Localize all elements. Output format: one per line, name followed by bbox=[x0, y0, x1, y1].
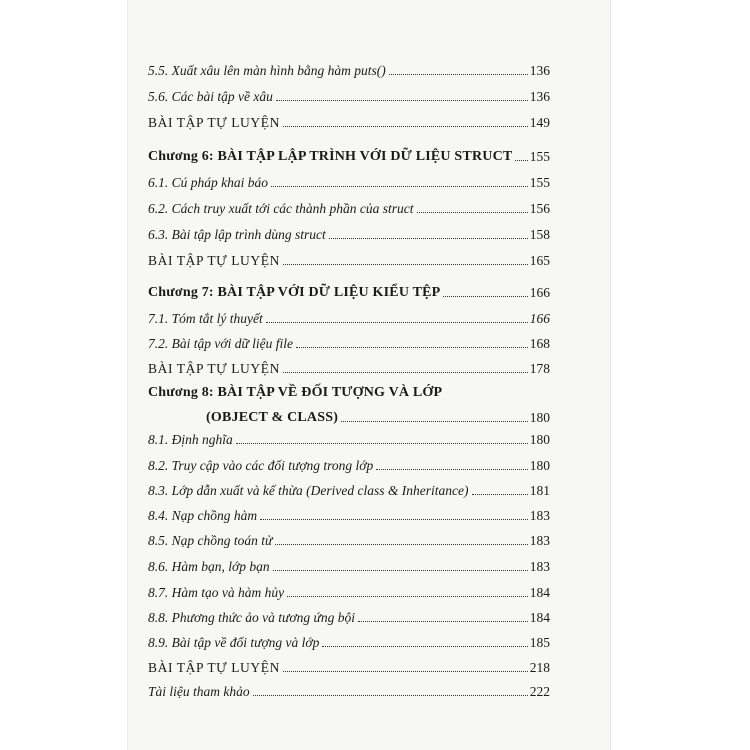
dot-leader bbox=[283, 264, 528, 265]
toc-entry-title: 8.5. Nạp chồng toán tử bbox=[148, 533, 273, 548]
toc-entry[interactable] bbox=[148, 405, 550, 427]
dot-leader bbox=[341, 421, 528, 422]
toc-page-number: 168 bbox=[529, 336, 550, 351]
toc-entry-title: BÀI TẬP TỰ LUYỆN bbox=[148, 115, 280, 130]
toc-entry-title: 5.5. Xuất xâu lên màn hình bằng hàm puts() bbox=[148, 63, 386, 78]
dot-leader bbox=[443, 296, 527, 297]
toc-page-number: 149 bbox=[529, 115, 550, 130]
toc-entry-title: 7.2. Bài tập với dữ liệu file bbox=[148, 336, 294, 351]
dot-leader bbox=[358, 621, 528, 622]
toc-page-number: 222 bbox=[529, 684, 550, 699]
dot-leader bbox=[283, 126, 528, 127]
dot-leader bbox=[275, 544, 527, 545]
toc-page-number: 166 bbox=[529, 285, 550, 300]
toc-page-number: 178 bbox=[529, 361, 550, 376]
toc-entry[interactable] bbox=[148, 528, 550, 550]
dot-leader bbox=[287, 596, 528, 597]
dot-leader bbox=[273, 570, 528, 571]
toc-chapter-entry[interactable] bbox=[148, 144, 550, 166]
toc-entry-title: (OBJECT & CLASS) bbox=[206, 410, 339, 425]
toc-page-number: 183 bbox=[529, 559, 550, 574]
toc-page-number: 180 bbox=[529, 458, 550, 473]
toc-page-number: 166 bbox=[529, 311, 550, 326]
toc-entry-title: Chương 6: BÀI TẬP LẬP TRÌNH VỚI DỮ LIỆU STRUCT bbox=[148, 149, 513, 164]
toc-page-number: 181 bbox=[529, 483, 550, 498]
toc-page-number: 183 bbox=[529, 508, 550, 523]
toc-entry-title: 7.1. Tóm tắt lý thuyết bbox=[148, 311, 263, 326]
toc-entry-title: BÀI TẬP TỰ LUYỆN bbox=[148, 253, 280, 268]
toc-entry[interactable] bbox=[148, 58, 550, 80]
toc-entry[interactable] bbox=[148, 453, 550, 475]
toc-entry[interactable] bbox=[148, 170, 550, 192]
toc-entry[interactable] bbox=[148, 84, 550, 106]
dot-leader bbox=[472, 494, 528, 495]
toc-entry-title: Tài liệu tham khảo bbox=[148, 684, 250, 699]
dot-leader bbox=[296, 347, 528, 348]
toc-entry[interactable] bbox=[148, 679, 550, 701]
toc-chapter-title: Chương 8: BÀI TẬP VỀ ĐỐI TƯỢNG VÀ LỚP bbox=[148, 385, 443, 400]
dot-leader bbox=[322, 646, 527, 647]
dot-leader bbox=[417, 212, 528, 213]
dot-leader bbox=[329, 238, 528, 239]
toc-page-number: 136 bbox=[529, 89, 550, 104]
toc-entry[interactable] bbox=[148, 580, 550, 602]
toc-entry[interactable] bbox=[148, 248, 550, 270]
toc-entry[interactable] bbox=[148, 655, 550, 677]
toc-entry-title: 5.6. Các bài tập về xâu bbox=[148, 89, 273, 104]
toc-entry-title: 8.1. Định nghĩa bbox=[148, 432, 233, 447]
toc-entry[interactable] bbox=[148, 196, 550, 218]
toc-page-number: 184 bbox=[529, 585, 550, 600]
dot-leader bbox=[271, 186, 528, 187]
toc-page-number: 218 bbox=[529, 660, 550, 675]
toc-page-number: 184 bbox=[529, 610, 550, 625]
toc-entry[interactable] bbox=[148, 110, 550, 132]
dot-leader bbox=[266, 322, 528, 323]
dot-leader bbox=[276, 100, 528, 101]
toc-page-number: 155 bbox=[529, 149, 550, 164]
toc-entry-title: 8.2. Truy cập vào các đối tượng trong lớp bbox=[148, 458, 374, 473]
toc-entry[interactable] bbox=[148, 331, 550, 353]
dot-leader bbox=[376, 469, 527, 470]
toc-page-number: 158 bbox=[529, 227, 550, 242]
toc-entry-title: 8.7. Hàm tạo và hàm hủy bbox=[148, 585, 285, 600]
toc-entry[interactable] bbox=[148, 427, 550, 449]
toc-page-number: 155 bbox=[529, 175, 550, 190]
toc-page-number: 165 bbox=[529, 253, 550, 268]
toc-page-number: 180 bbox=[529, 432, 550, 447]
toc-entry-title: 8.6. Hàm bạn, lớp bạn bbox=[148, 559, 270, 574]
toc-entry-title: 6.3. Bài tập lập trình dùng struct bbox=[148, 227, 326, 242]
toc-chapter-entry[interactable] bbox=[148, 280, 550, 302]
toc-entry[interactable] bbox=[148, 306, 550, 328]
toc-page-number: 180 bbox=[529, 410, 550, 425]
toc-entry-title: 8.4. Nạp chồng hàm bbox=[148, 508, 258, 523]
toc-entry-title: Chương 7: BÀI TẬP VỚI DỮ LIỆU KIỂU TỆP bbox=[148, 285, 441, 300]
toc-page-number: 185 bbox=[529, 635, 550, 650]
toc-entry-title: 6.1. Cú pháp khai báo bbox=[148, 175, 268, 190]
toc-entry[interactable] bbox=[148, 503, 550, 525]
toc-entry-title: 8.3. Lớp dẫn xuất và kế thừa (Derived class & Inheritance) bbox=[148, 483, 469, 498]
toc-page-number: 183 bbox=[529, 533, 550, 548]
toc-entry[interactable] bbox=[148, 356, 550, 378]
dot-leader bbox=[283, 372, 528, 373]
toc-entry-title: BÀI TẬP TỰ LUYỆN bbox=[148, 361, 280, 376]
dot-leader bbox=[260, 519, 528, 520]
toc-entry[interactable] bbox=[148, 222, 550, 244]
toc-entry[interactable] bbox=[148, 478, 550, 500]
toc-entry-title: BÀI TẬP TỰ LUYỆN bbox=[148, 660, 280, 675]
dot-leader bbox=[389, 74, 528, 75]
dot-leader bbox=[236, 443, 528, 444]
toc-entry[interactable] bbox=[148, 605, 550, 627]
toc-page-number: 156 bbox=[529, 201, 550, 216]
toc-entry[interactable] bbox=[148, 554, 550, 576]
dot-leader bbox=[253, 695, 528, 696]
dot-leader bbox=[283, 671, 528, 672]
toc-entry-title: 6.2. Cách truy xuất tới các thành phần của struct bbox=[148, 201, 414, 216]
toc-entry[interactable] bbox=[148, 630, 550, 652]
dot-leader bbox=[515, 160, 527, 161]
toc-page-number: 136 bbox=[529, 63, 550, 78]
toc-entry-title: 8.8. Phương thức ảo và tương ứng bội bbox=[148, 610, 355, 625]
toc-entry-title: 8.9. Bài tập về đối tượng và lớp bbox=[148, 635, 320, 650]
